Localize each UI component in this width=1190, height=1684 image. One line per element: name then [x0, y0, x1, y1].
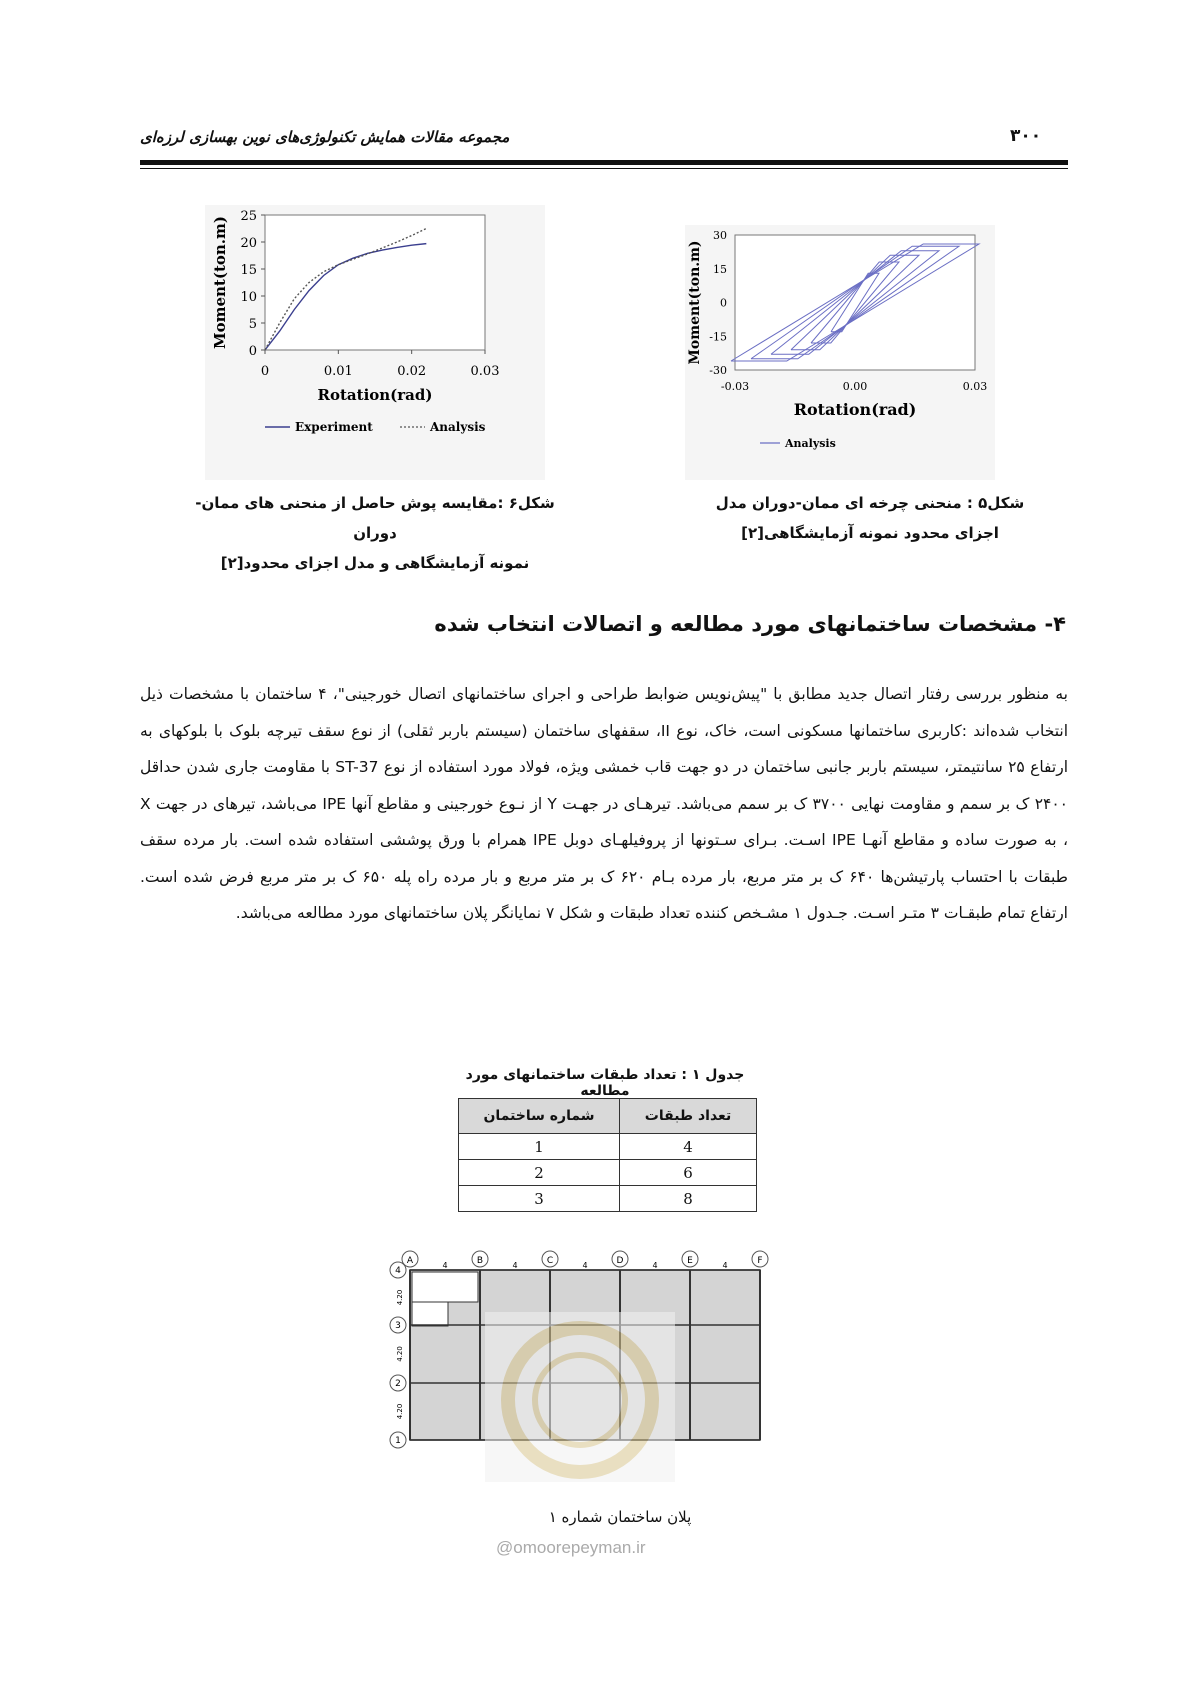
figure6-chart — [205, 205, 545, 480]
plot-area — [265, 215, 485, 350]
section-heading: ۴- مشخصات ساختمانهای مورد مطالعه و اتصالات انتخاب شده — [434, 612, 1066, 636]
row-span-label: 4.20 — [396, 1289, 404, 1306]
x-tick-label: -0.03 — [720, 380, 750, 393]
axis-bubble-label: C — [546, 1256, 554, 1266]
y-tick-label: 15 — [240, 263, 257, 278]
y-tick-label: 0 — [720, 296, 727, 310]
y-tick-label: 10 — [240, 290, 257, 305]
header-rule-thin — [140, 168, 1068, 169]
plan-caption: پلان ساختمان شماره ۱ — [548, 1508, 692, 1526]
table-row — [459, 1134, 757, 1160]
axis-bubble-label: B — [476, 1256, 484, 1266]
figure5-caption — [700, 488, 1040, 548]
span-label: 4 — [512, 1261, 518, 1270]
legend-label-analysis: Analysis — [785, 437, 836, 450]
y-axis-label: Moment(ton.m) — [687, 240, 703, 365]
table-header-building: شماره ساختمان — [459, 1099, 620, 1134]
y-tick-label: 20 — [240, 236, 257, 251]
y-tick-label: 5 — [248, 317, 257, 332]
table-cell: 3 — [459, 1186, 620, 1212]
row-span-label: 4.20 — [396, 1403, 404, 1420]
watermark-text: @omoorepeyman.ir — [496, 1538, 646, 1557]
figure6-caption-line2: نمونه آزمایشگاهی و مدل اجزای محدود[۲] — [220, 554, 530, 572]
figure5-caption-line2: اجزای محدود نمونه آزمایشگاهی[۲] — [741, 524, 999, 542]
table-caption: جدول ۱ : تعداد طبقات ساختمانهای مورد مطالعه — [465, 1067, 745, 1099]
axis-bubble-label: 2 — [395, 1379, 401, 1389]
y-tick-label: -15 — [709, 330, 727, 344]
stair-box — [412, 1302, 448, 1326]
y-tick-label: 15 — [713, 262, 727, 276]
table-cell: 6 — [620, 1160, 757, 1186]
x-tick-label: 0.01 — [323, 364, 353, 379]
legend-label-analysis: Analysis — [430, 420, 486, 434]
y-tick-label: 0 — [248, 344, 257, 359]
y-tick-label: -30 — [709, 364, 727, 377]
x-tick-label: 0.03 — [962, 380, 988, 393]
figure6-caption-line1: شکل۶ :مقایسه پوش حاصل از منحنی های ممان-دوران — [195, 494, 555, 542]
x-tick-label: 0.02 — [397, 364, 427, 379]
x-tick-label: 0.03 — [470, 364, 500, 379]
page-number: ۳۰۰ — [1010, 126, 1042, 146]
axis-bubble-label: 4 — [395, 1266, 401, 1276]
x-tick-label: 0.00 — [842, 380, 868, 393]
x-axis-label: Rotation(rad) — [793, 400, 917, 419]
figure6-caption — [175, 488, 575, 578]
span-label: 4 — [442, 1261, 448, 1270]
y-axis-label: Moment(ton.m) — [211, 216, 229, 349]
legend-label-experiment: Experiment — [295, 420, 373, 434]
header-rule — [140, 160, 1068, 165]
plot-area — [735, 235, 975, 370]
axis-bubble-label: D — [616, 1256, 624, 1266]
row-span-label: 4.20 — [396, 1346, 404, 1362]
span-label: 4 — [582, 1261, 588, 1270]
axis-bubble-label: E — [687, 1256, 693, 1266]
body-paragraph: به منظور بررسی رفتار اتصال جدید مطابق با "پیش‌نویس ضوابط طراحی و اجرای ساختمانهای اتصال خورجینی"، ۴ ساختمان با مشخصات ذیل انتخاب شده‌اند :کاربری ساختمانها مسکونی است، خاک، نوع II، سقفهای ساختمان (سیستم باربر ثقلی) از نوع سقف تیرچه بلوک با بلوکهای به ارتفاع ۲۵ سانتیمتر، سیستم باربر جانبی ساختمان در دو جهت قاب خمشی ویژه، فولاد مورد استفاده از نوع ST-37 با مقاومت جاری شدن حداقل ۲۴۰۰ ک بر سمم و مقاومت نهایی ۳۷۰۰ ک بر سمم می‌باشد. تیرهـای در جهـت Y از نـوع خورجینی و مقاطع آنها IPE می‌باشد، تیرهای در جهت X ، به صورت ساده و مقاطع آنهـا IPE اسـت. بـرای سـتونها از پروفیلهـای دوبل IPE همرام با ورق پوششی استفاده شده است. بار مرده سقف طبقات با احتساب پارتیشن‌ها ۶۴۰ ک بر متر مربع، بار مرده بـام ۶۲۰ ک بر متر مربع و بار مرده راه پله ۶۵۰ ک بر متر مربع فرض شده است. ارتفاع تمام طبقـات ۳ متـر اسـت. جـدول ۱ مشـخص کننده تعداد طبقات و شکل ۷ نمایانگر پلان ساختمانهای مورد مطالعه می‌باشد. — [140, 685, 1069, 922]
building-plan — [380, 1250, 840, 1500]
axis-bubble-label: A — [406, 1256, 414, 1266]
header-title: مجموعه مقالات همایش تکنولوژی‌های نوین بهسازی لرزه‌ای — [140, 128, 510, 146]
table-row — [459, 1186, 757, 1212]
x-tick-label: 0 — [260, 364, 270, 379]
table-cell: 2 — [459, 1160, 620, 1186]
axis-bubble-label: F — [757, 1256, 763, 1266]
table-row — [459, 1160, 757, 1186]
span-label: 4 — [652, 1261, 658, 1270]
y-tick-label: 30 — [713, 229, 727, 242]
figure5-caption-line1: شکل۵ : منحنی چرخه ای ممان-دوران مدل — [715, 494, 1025, 512]
table-cell: 8 — [620, 1186, 757, 1212]
figure5-chart — [685, 225, 995, 480]
table-header-row — [459, 1099, 757, 1134]
span-label: 4 — [722, 1261, 728, 1270]
table-cell: 4 — [620, 1134, 757, 1160]
x-axis-label: Rotation(rad) — [317, 386, 433, 404]
axis-bubble-label: 3 — [395, 1321, 401, 1331]
table-header-floors: تعداد طبقات — [620, 1099, 757, 1134]
axis-bubble-label: 1 — [395, 1436, 401, 1446]
y-tick-label: 25 — [240, 209, 257, 224]
table-cell: 1 — [459, 1134, 620, 1160]
data-table — [458, 1098, 757, 1212]
watermark-seal — [485, 1312, 675, 1482]
stair-box — [412, 1272, 478, 1302]
